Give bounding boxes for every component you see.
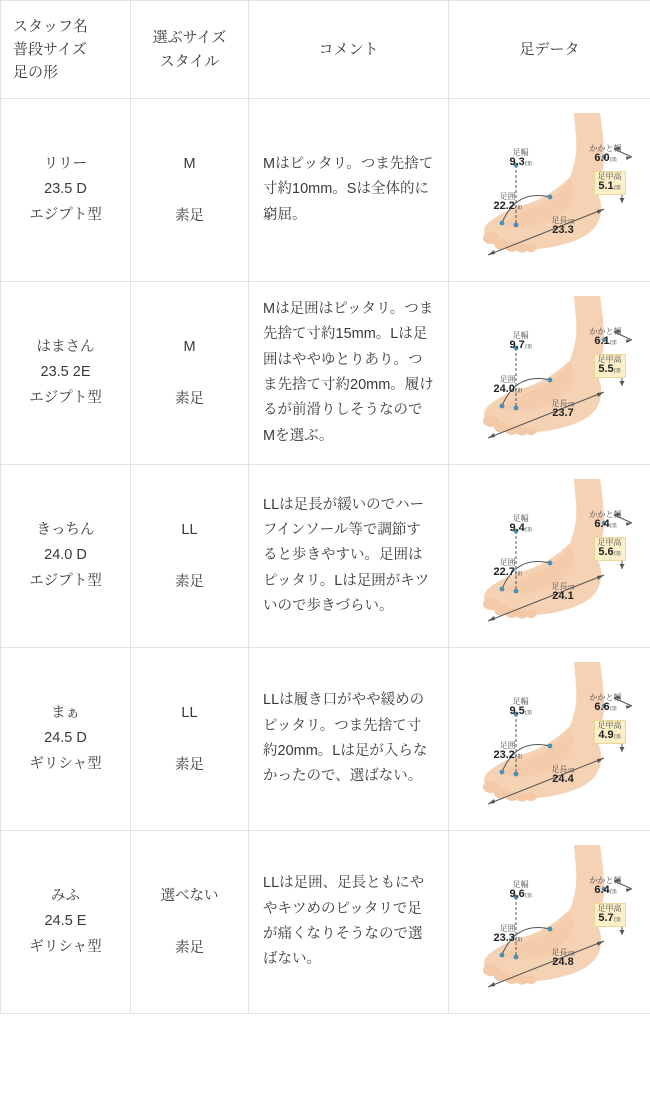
instep-value: 5.6 xyxy=(598,546,614,559)
foot-diagram xyxy=(454,837,646,1007)
header-staff xyxy=(1,1,131,99)
heel-width-name: かかと幅 xyxy=(589,144,622,153)
staff-name: きっちん xyxy=(36,521,95,538)
foot-girth-name: 足囲 xyxy=(499,558,516,567)
foot-diagram xyxy=(454,471,646,641)
cell-size xyxy=(131,99,249,282)
label-foot-length xyxy=(552,949,575,969)
instep-name: 足甲高 xyxy=(597,355,622,364)
staff-usual-size: 23.5 2E xyxy=(40,364,91,381)
size-choice: M xyxy=(183,155,196,172)
table-body xyxy=(1,99,650,1014)
cell-staff xyxy=(1,99,131,282)
foot-width-unit: ㎝ xyxy=(524,526,532,534)
staff-foot-type: エジプト型 xyxy=(29,572,102,589)
foot-length-name: 足長 xyxy=(551,399,568,408)
label-foot-girth xyxy=(494,193,522,213)
label-foot-length xyxy=(552,583,575,603)
foot-length-unit: ㎝ xyxy=(567,950,575,957)
heel-width-value: 6.4 xyxy=(594,884,610,897)
foot-girth-value: 22.7 xyxy=(493,566,515,579)
foot-girth-value: 24.0 xyxy=(493,383,515,396)
foot-width-value: 9.5 xyxy=(509,705,525,718)
cell-staff xyxy=(1,282,131,465)
table-row xyxy=(1,465,650,648)
heel-width-value: 6.1 xyxy=(594,335,610,348)
cell-foot-data xyxy=(449,831,650,1014)
heel-width-name: かかと幅 xyxy=(589,693,622,702)
cell-foot-data xyxy=(449,648,650,831)
table-row xyxy=(1,831,650,1014)
header-comment: コメント xyxy=(249,1,449,99)
foot-girth-unit: ㎝ xyxy=(514,570,522,578)
instep-unit: ㎝ xyxy=(613,916,621,924)
heel-width-unit: ㎝ xyxy=(609,156,617,164)
label-foot-width xyxy=(510,149,532,169)
label-foot-girth xyxy=(494,559,522,579)
heel-width-unit: ㎝ xyxy=(609,705,617,713)
size-choice: 選べない xyxy=(160,887,219,904)
foot-girth-unit: ㎝ xyxy=(514,204,522,212)
instep-unit: ㎝ xyxy=(613,367,621,375)
foot-length-value: 23.3 xyxy=(552,224,574,237)
cell-size xyxy=(131,648,249,831)
label-foot-width xyxy=(510,881,532,901)
cell-staff xyxy=(1,648,131,831)
foot-width-value: 9.4 xyxy=(509,522,525,535)
foot-girth-name: 足囲 xyxy=(499,741,516,750)
label-heel-width xyxy=(590,511,622,531)
cell-comment: Mはピッタリ。つま先捨て寸約10mm。Sは全体的に窮屈。 xyxy=(249,99,449,282)
label-heel-width xyxy=(590,694,622,714)
foot-length-name: 足長 xyxy=(551,765,568,774)
foot-width-value: 9.3 xyxy=(509,156,525,169)
foot-diagram xyxy=(454,288,646,458)
foot-length-value: 24.1 xyxy=(552,590,574,603)
foot-girth-unit: ㎝ xyxy=(514,753,522,761)
label-foot-width xyxy=(510,515,532,535)
cell-foot-data xyxy=(449,465,650,648)
cell-staff xyxy=(1,831,131,1014)
label-heel-width xyxy=(590,877,622,897)
label-heel-width xyxy=(590,328,622,348)
size-style: 素足 xyxy=(175,574,204,590)
foot-length-unit: ㎝ xyxy=(567,584,575,591)
foot-length-value: 24.4 xyxy=(552,773,574,786)
header-staff-line2: 普段サイズ xyxy=(13,40,87,58)
foot-width-unit: ㎝ xyxy=(524,709,532,717)
staff-usual-size: 23.5 D xyxy=(44,181,87,198)
label-instep-height xyxy=(594,903,626,927)
heel-width-unit: ㎝ xyxy=(609,339,617,347)
foot-width-unit: ㎝ xyxy=(524,343,532,351)
foot-width-name: 足幅 xyxy=(512,880,529,889)
heel-width-name: かかと幅 xyxy=(589,876,622,885)
staff-foot-type: ギリシャ型 xyxy=(29,755,102,772)
heel-width-name: かかと幅 xyxy=(589,510,622,519)
staff-foot-type: エジプト型 xyxy=(29,389,102,406)
size-style: 素足 xyxy=(175,757,204,773)
cell-foot-data xyxy=(449,99,650,282)
header-footdata: 足データ xyxy=(449,1,650,99)
instep-unit: ㎝ xyxy=(613,184,621,192)
foot-girth-name: 足囲 xyxy=(499,192,516,201)
foot-diagram xyxy=(454,654,646,824)
cell-comment: Mは足囲はピッタリ。つま先捨て寸約15mm。Lは足囲はややゆとりあり。つま先捨て寸約20mm。履けるが前滑りしそうなのでMを選ぶ。 xyxy=(249,282,449,465)
foot-length-value: 23.7 xyxy=(552,407,574,420)
staff-usual-size: 24.5 E xyxy=(44,913,87,930)
foot-girth-unit: ㎝ xyxy=(514,936,522,944)
cell-comment: LLは履き口がやや緩めのピッタリ。つま先捨て寸約20mm。Lは足が入らなかったので、選ばない。 xyxy=(249,648,449,831)
foot-length-name: 足長 xyxy=(551,216,568,225)
instep-value: 5.7 xyxy=(598,912,614,925)
heel-width-unit: ㎝ xyxy=(609,522,617,530)
table-row xyxy=(1,648,650,831)
foot-diagram xyxy=(454,105,646,275)
instep-name: 足甲高 xyxy=(597,904,622,913)
foot-girth-value: 22.2 xyxy=(493,200,515,213)
staff-usual-size: 24.0 D xyxy=(44,547,87,564)
staff-foot-type: エジプト型 xyxy=(29,206,102,223)
foot-girth-value: 23.2 xyxy=(493,749,515,762)
staff-name: みふ xyxy=(51,887,80,904)
label-instep-height xyxy=(594,171,626,195)
cell-foot-data xyxy=(449,282,650,465)
staff-name: リリー xyxy=(43,155,88,172)
instep-value: 5.1 xyxy=(598,180,614,193)
header-staff-line3: 足の形 xyxy=(13,64,59,82)
cell-staff xyxy=(1,465,131,648)
label-foot-girth xyxy=(494,376,522,396)
size-style: 素足 xyxy=(175,208,204,224)
heel-width-value: 6.4 xyxy=(594,518,610,531)
staff-name: まぁ xyxy=(51,704,80,721)
foot-width-name: 足幅 xyxy=(512,514,529,523)
instep-name: 足甲高 xyxy=(597,721,622,730)
cell-comment: LLは足長が緩いのでハーフインソール等で調節すると歩きやすい。足囲はピッタリ。Lは足囲がキツいので歩きづらい。 xyxy=(249,465,449,648)
foot-girth-unit: ㎝ xyxy=(514,387,522,395)
instep-unit: ㎝ xyxy=(613,733,621,741)
foot-width-value: 9.7 xyxy=(509,339,525,352)
instep-name: 足甲高 xyxy=(597,172,622,181)
foot-width-value: 9.6 xyxy=(509,888,525,901)
staff-foot-type: ギリシャ型 xyxy=(29,938,102,955)
cell-size xyxy=(131,465,249,648)
cell-comment: LLは足囲、足長ともにややキツめのピッタリで足が痛くなりそうなので選ばない。 xyxy=(249,831,449,1014)
instep-value: 5.5 xyxy=(598,363,614,376)
instep-name: 足甲高 xyxy=(597,538,622,547)
table-row xyxy=(1,99,650,282)
table-header-row xyxy=(1,1,650,99)
foot-width-name: 足幅 xyxy=(512,697,529,706)
label-foot-width xyxy=(510,332,532,352)
instep-value: 4.9 xyxy=(598,729,614,742)
label-instep-height xyxy=(594,537,626,561)
foot-width-name: 足幅 xyxy=(512,331,529,340)
foot-length-name: 足長 xyxy=(551,582,568,591)
size-style: 素足 xyxy=(175,391,204,407)
label-instep-height xyxy=(594,720,626,744)
foot-width-name: 足幅 xyxy=(512,148,529,157)
header-size-line2: スタイル xyxy=(159,52,220,70)
staff-name: はまさん xyxy=(36,338,95,355)
size-choice: LL xyxy=(181,521,198,538)
label-heel-width xyxy=(590,145,622,165)
foot-girth-name: 足囲 xyxy=(499,924,516,933)
heel-width-unit: ㎝ xyxy=(609,888,617,896)
heel-width-value: 6.0 xyxy=(594,152,610,165)
staff-usual-size: 24.5 D xyxy=(44,730,87,747)
foot-girth-value: 23.3 xyxy=(493,932,515,945)
size-choice: LL xyxy=(181,704,198,721)
label-foot-width xyxy=(510,698,532,718)
foot-length-name: 足長 xyxy=(551,948,568,957)
table-row xyxy=(1,282,650,465)
header-size-line1: 選ぶサイズ xyxy=(152,29,227,47)
foot-length-unit: ㎝ xyxy=(567,218,575,225)
foot-length-unit: ㎝ xyxy=(567,401,575,408)
foot-length-unit: ㎝ xyxy=(567,767,575,774)
label-foot-length xyxy=(552,217,575,237)
label-foot-length xyxy=(552,766,575,786)
foot-width-unit: ㎝ xyxy=(524,160,532,168)
heel-width-name: かかと幅 xyxy=(589,327,622,336)
cell-size xyxy=(131,831,249,1014)
size-style: 素足 xyxy=(175,940,204,956)
instep-unit: ㎝ xyxy=(613,550,621,558)
foot-width-unit: ㎝ xyxy=(524,892,532,900)
size-choice: M xyxy=(183,338,196,355)
label-foot-girth xyxy=(494,925,522,945)
header-staff-line1: スタッフ名 xyxy=(13,17,89,35)
label-foot-length xyxy=(552,400,575,420)
heel-width-value: 6.6 xyxy=(594,701,610,714)
label-foot-girth xyxy=(494,742,522,762)
cell-size xyxy=(131,282,249,465)
header-size xyxy=(131,1,249,99)
foot-length-value: 24.8 xyxy=(552,956,574,969)
foot-girth-name: 足囲 xyxy=(499,375,516,384)
label-instep-height xyxy=(594,354,626,378)
